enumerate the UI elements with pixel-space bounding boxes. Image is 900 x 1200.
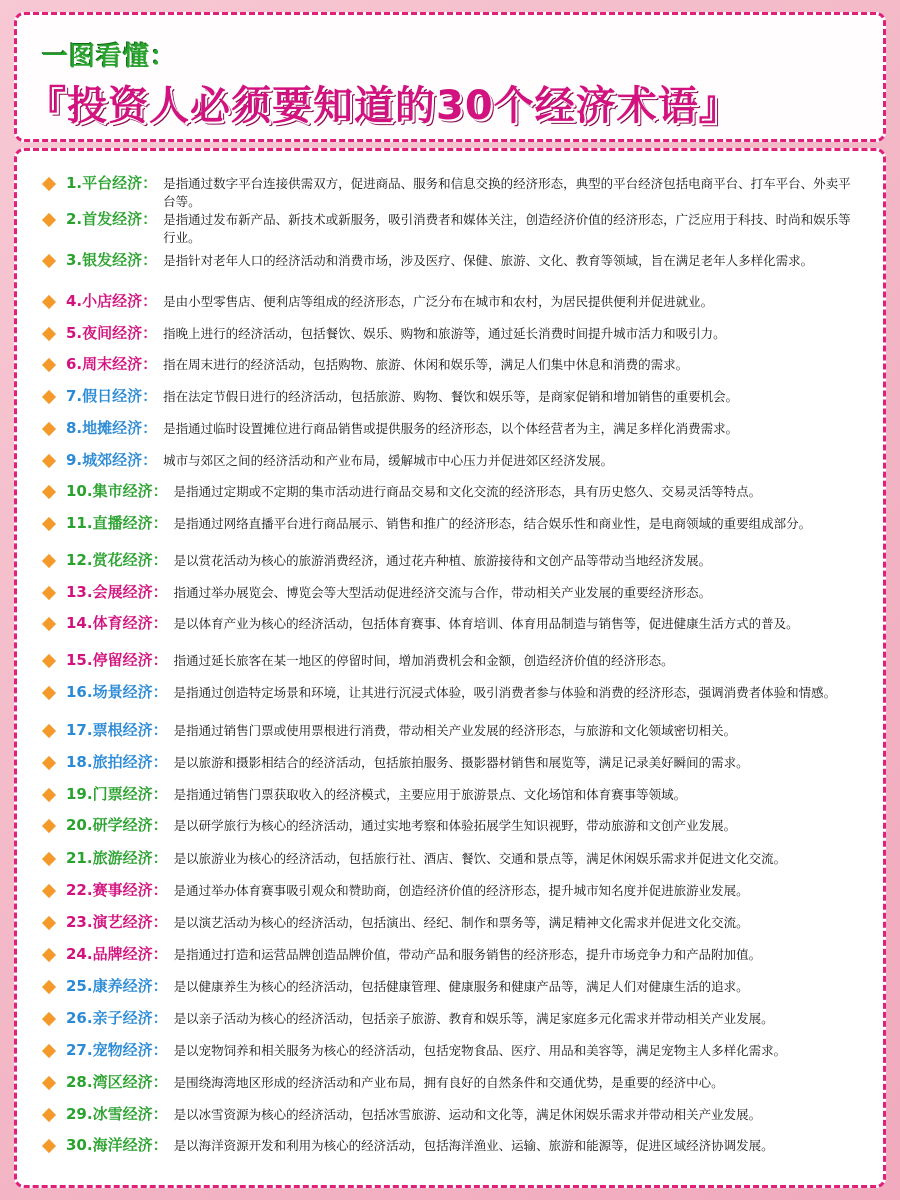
- term-description: 指通过举办展览会、博览会等大型活动促进经济交流与合作，带动相关产业发展的重要经济形态。: [173, 585, 712, 600]
- term-label: 24.品牌经济：: [66, 945, 168, 963]
- term-row: [40, 1039, 860, 1062]
- term-row: [40, 612, 860, 635]
- term-label: 30.海洋经济：: [66, 1136, 168, 1154]
- diamond-bullet-icon: [42, 177, 56, 191]
- term-description: 城市与郊区之间的经济活动和产业布局，缓解城市中心压力并促进郊区经济发展。: [163, 453, 614, 468]
- term-description: 是指通过定期或不定期的集市活动进行商品交易和文化交流的经济形态，具有历史悠久、交易灵活等特点。: [173, 484, 762, 499]
- term-row: [40, 249, 860, 272]
- term-row: [40, 943, 860, 966]
- term-row: [40, 417, 860, 440]
- diamond-bullet-icon: [42, 485, 56, 499]
- term-row: [40, 649, 860, 672]
- diamond-bullet-icon: [42, 1108, 56, 1122]
- term-row: [40, 549, 860, 572]
- diamond-bullet-icon: [42, 654, 56, 668]
- term-description: 是以宠物饲养和相关服务为核心的经济活动，包括宠物食品、医疗、用品和美容等，满足宠物主人多样化需求。: [173, 1043, 787, 1058]
- term-description: 是指针对老年人口的经济活动和消费市场，涉及医疗、保健、旅游、文化、教育等领域，旨在满足老年人多样化需求。: [163, 253, 814, 268]
- term-row: [40, 1071, 860, 1094]
- term-label: 2.首发经济：: [66, 210, 158, 228]
- term-label: 10.集市经济：: [66, 482, 168, 500]
- diamond-bullet-icon: [42, 980, 56, 994]
- term-label: 1.平台经济：: [66, 174, 158, 192]
- term-label: 16.场景经济：: [66, 683, 168, 701]
- diamond-bullet-icon: [42, 1139, 56, 1153]
- term-description: 是通过举办体育赛事吸引观众和赞助商，创造经济价值的经济形态，提升城市知名度并促进旅游业发展。: [173, 883, 749, 898]
- diamond-bullet-icon: [42, 213, 56, 227]
- diamond-bullet-icon: [42, 617, 56, 631]
- term-row: [40, 208, 860, 247]
- diamond-bullet-icon: [42, 390, 56, 404]
- diamond-bullet-icon: [42, 295, 56, 309]
- term-label: 8.地摊经济：: [66, 419, 158, 437]
- diamond-bullet-icon: [42, 686, 56, 700]
- term-label: 28.湾区经济：: [66, 1073, 168, 1091]
- term-label: 23.演艺经济：: [66, 913, 168, 931]
- page-title: 『投资人必须要知道的30个经济术语』: [26, 83, 740, 129]
- term-row: [40, 1134, 860, 1157]
- term-label: 25.康养经济：: [66, 977, 168, 995]
- diamond-bullet-icon: [42, 586, 56, 600]
- term-label: 27.宠物经济：: [66, 1041, 168, 1059]
- term-label: 3.银发经济：: [66, 251, 158, 269]
- diamond-bullet-icon: [42, 916, 56, 930]
- diamond-bullet-icon: [42, 358, 56, 372]
- term-row: [40, 911, 860, 934]
- term-row: [40, 290, 860, 313]
- term-row: [40, 681, 860, 704]
- diamond-bullet-icon: [42, 554, 56, 568]
- diamond-bullet-icon: [42, 948, 56, 962]
- term-description: 是以冰雪资源为核心的经济活动，包括冰雪旅游、运动和文化等，满足休闲娱乐需求并带动相关产业发展。: [173, 1107, 762, 1122]
- term-label: 5.夜间经济：: [66, 324, 158, 342]
- term-row: [40, 512, 860, 535]
- term-row: [40, 847, 860, 870]
- term-label: 26.亲子经济：: [66, 1009, 168, 1027]
- term-description: 是以健康养生为核心的经济活动，包括健康管理、健康服务和健康产品等，满足人们对健康生活的追求。: [173, 979, 749, 994]
- term-description: 是由小型零售店、便利店等组成的经济形态，广泛分布在城市和农村，为居民提供便利并促进就业。: [163, 294, 714, 309]
- term-row: [40, 449, 860, 472]
- term-description: 是指通过临时设置摊位进行商品销售或提供服务的经济形态，以个体经营者为主，满足多样化消费需求。: [163, 421, 739, 436]
- diamond-bullet-icon: [42, 756, 56, 770]
- diamond-bullet-icon: [42, 327, 56, 341]
- term-label: 11.直播经济：: [66, 514, 168, 532]
- term-row: [40, 783, 860, 806]
- term-description: 是以研学旅行为核心的经济活动，通过实地考察和体验拓展学生知识视野，带动旅游和文创产业发展。: [173, 818, 737, 833]
- term-label: 17.票根经济：: [66, 721, 168, 739]
- term-label: 20.研学经济：: [66, 816, 168, 834]
- term-label: 21.旅游经济：: [66, 849, 168, 867]
- term-label: 18.旅拍经济：: [66, 753, 168, 771]
- term-label: 29.冰雪经济：: [66, 1105, 168, 1123]
- term-label: 22.赛事经济：: [66, 881, 168, 899]
- diamond-bullet-icon: [42, 422, 56, 436]
- term-description: 指在周末进行的经济活动，包括购物、旅游、休闲和娱乐等，满足人们集中休息和消费的需求。: [163, 357, 689, 372]
- diamond-bullet-icon: [42, 517, 56, 531]
- term-description: 是指通过发布新产品、新技术或新服务，吸引消费者和媒体关注，创造经济价值的经济形态，广泛应用于科技、时尚和娱乐等行业。: [163, 212, 851, 245]
- term-row: [40, 719, 860, 742]
- term-description: 指通过延长旅客在某一地区的停留时间，增加消费机会和金额，创造经济价值的经济形态。: [173, 653, 674, 668]
- diamond-bullet-icon: [42, 1012, 56, 1026]
- term-description: 是以旅游和摄影相结合的经济活动，包括旅拍服务、摄影器材销售和展览等，满足记录美好瞬间的需求。: [173, 755, 749, 770]
- term-description: 指晚上进行的经济活动，包括餐饮、娱乐、购物和旅游等，通过延长消费时间提升城市活力和吸引力。: [163, 326, 726, 341]
- diamond-bullet-icon: [42, 724, 56, 738]
- term-label: 19.门票经济：: [66, 785, 168, 803]
- diamond-bullet-icon: [42, 1044, 56, 1058]
- term-row: [40, 814, 860, 837]
- term-label: 13.会展经济：: [66, 583, 168, 601]
- term-row: [40, 879, 860, 902]
- term-row: [40, 353, 860, 376]
- term-description: 是指通过打造和运营品牌创造品牌价值，带动产品和服务销售的经济形态，提升市场竞争力和产品附加值。: [173, 947, 762, 962]
- term-row: [40, 1103, 860, 1126]
- term-label: 12.赏花经济：: [66, 551, 168, 569]
- diamond-bullet-icon: [42, 852, 56, 866]
- term-row: [40, 322, 860, 345]
- term-label: 9.城郊经济：: [66, 451, 158, 469]
- term-label: 4.小店经济：: [66, 292, 158, 310]
- term-description: 是以赏花活动为核心的旅游消费经济，通过花卉种植、旅游接待和文创产品等带动当地经济发展。: [173, 553, 712, 568]
- term-description: 是以演艺活动为核心的经济活动，包括演出、经纪、制作和票务等，满足精神文化需求并促进文化交流。: [173, 915, 749, 930]
- term-label: 14.体育经济：: [66, 614, 168, 632]
- diamond-bullet-icon: [42, 884, 56, 898]
- term-description: 是以亲子活动为核心的经济活动，包括亲子旅游、教育和娱乐等，满足家庭多元化需求并带动相关产业发展。: [173, 1011, 774, 1026]
- term-description: 是指通过创造特定场景和环境，让其进行沉浸式体验，吸引消费者参与体验和消费的经济形态，强调消费者体验和情感。: [173, 685, 837, 700]
- term-description: 是围绕海湾地区形成的经济活动和产业布局，拥有良好的自然条件和交通优势，是重要的经济中心。: [173, 1075, 724, 1090]
- term-description: 是以体育产业为核心的经济活动，包括体育赛事、体育培训、体育用品制造与销售等，促进健康生活方式的普及。: [173, 616, 799, 631]
- diamond-bullet-icon: [42, 254, 56, 268]
- term-description: 指在法定节假日进行的经济活动，包括旅游、购物、餐饮和娱乐等，是商家促销和增加销售的重要机会。: [163, 389, 739, 404]
- diamond-bullet-icon: [42, 454, 56, 468]
- term-description: 是指通过销售门票或使用票根进行消费，带动相关产业发展的经济形态，与旅游和文化领域密切相关。: [173, 723, 737, 738]
- diamond-bullet-icon: [42, 788, 56, 802]
- term-row: [40, 581, 860, 604]
- term-label: 15.停留经济：: [66, 651, 168, 669]
- term-description: 是指通过数字平台连接供需双方，促进商品、服务和信息交换的经济形态，典型的平台经济包括电商平台、打车平台、外卖平台等。: [163, 176, 851, 209]
- term-description: 是以旅游业为核心的经济活动，包括旅行社、酒店、餐饮、交通和景点等，满足休闲娱乐需求并促进文化交流。: [173, 851, 787, 866]
- term-description: 是指通过网络直播平台进行商品展示、销售和推广的经济形态，结合娱乐性和商业性，是电商领域的重要组成部分。: [173, 516, 812, 531]
- term-row: [40, 751, 860, 774]
- term-row: [40, 975, 860, 998]
- term-row: [40, 1007, 860, 1030]
- diamond-bullet-icon: [42, 819, 56, 833]
- diamond-bullet-icon: [42, 1076, 56, 1090]
- subtitle: 一图看懂：: [42, 42, 178, 72]
- term-label: 7.假日经济：: [66, 387, 158, 405]
- term-row: [40, 480, 860, 503]
- term-description: 是以海洋资源开发和利用为核心的经济活动，包括海洋渔业、运输、旅游和能源等，促进区域经济协调发展。: [173, 1138, 774, 1153]
- term-label: 6.周末经济：: [66, 355, 158, 373]
- term-row: [40, 385, 860, 408]
- term-description: 是指通过销售门票获取收入的经济模式，主要应用于旅游景点、文化场馆和体育赛事等领域。: [173, 787, 687, 802]
- term-row: [40, 172, 860, 211]
